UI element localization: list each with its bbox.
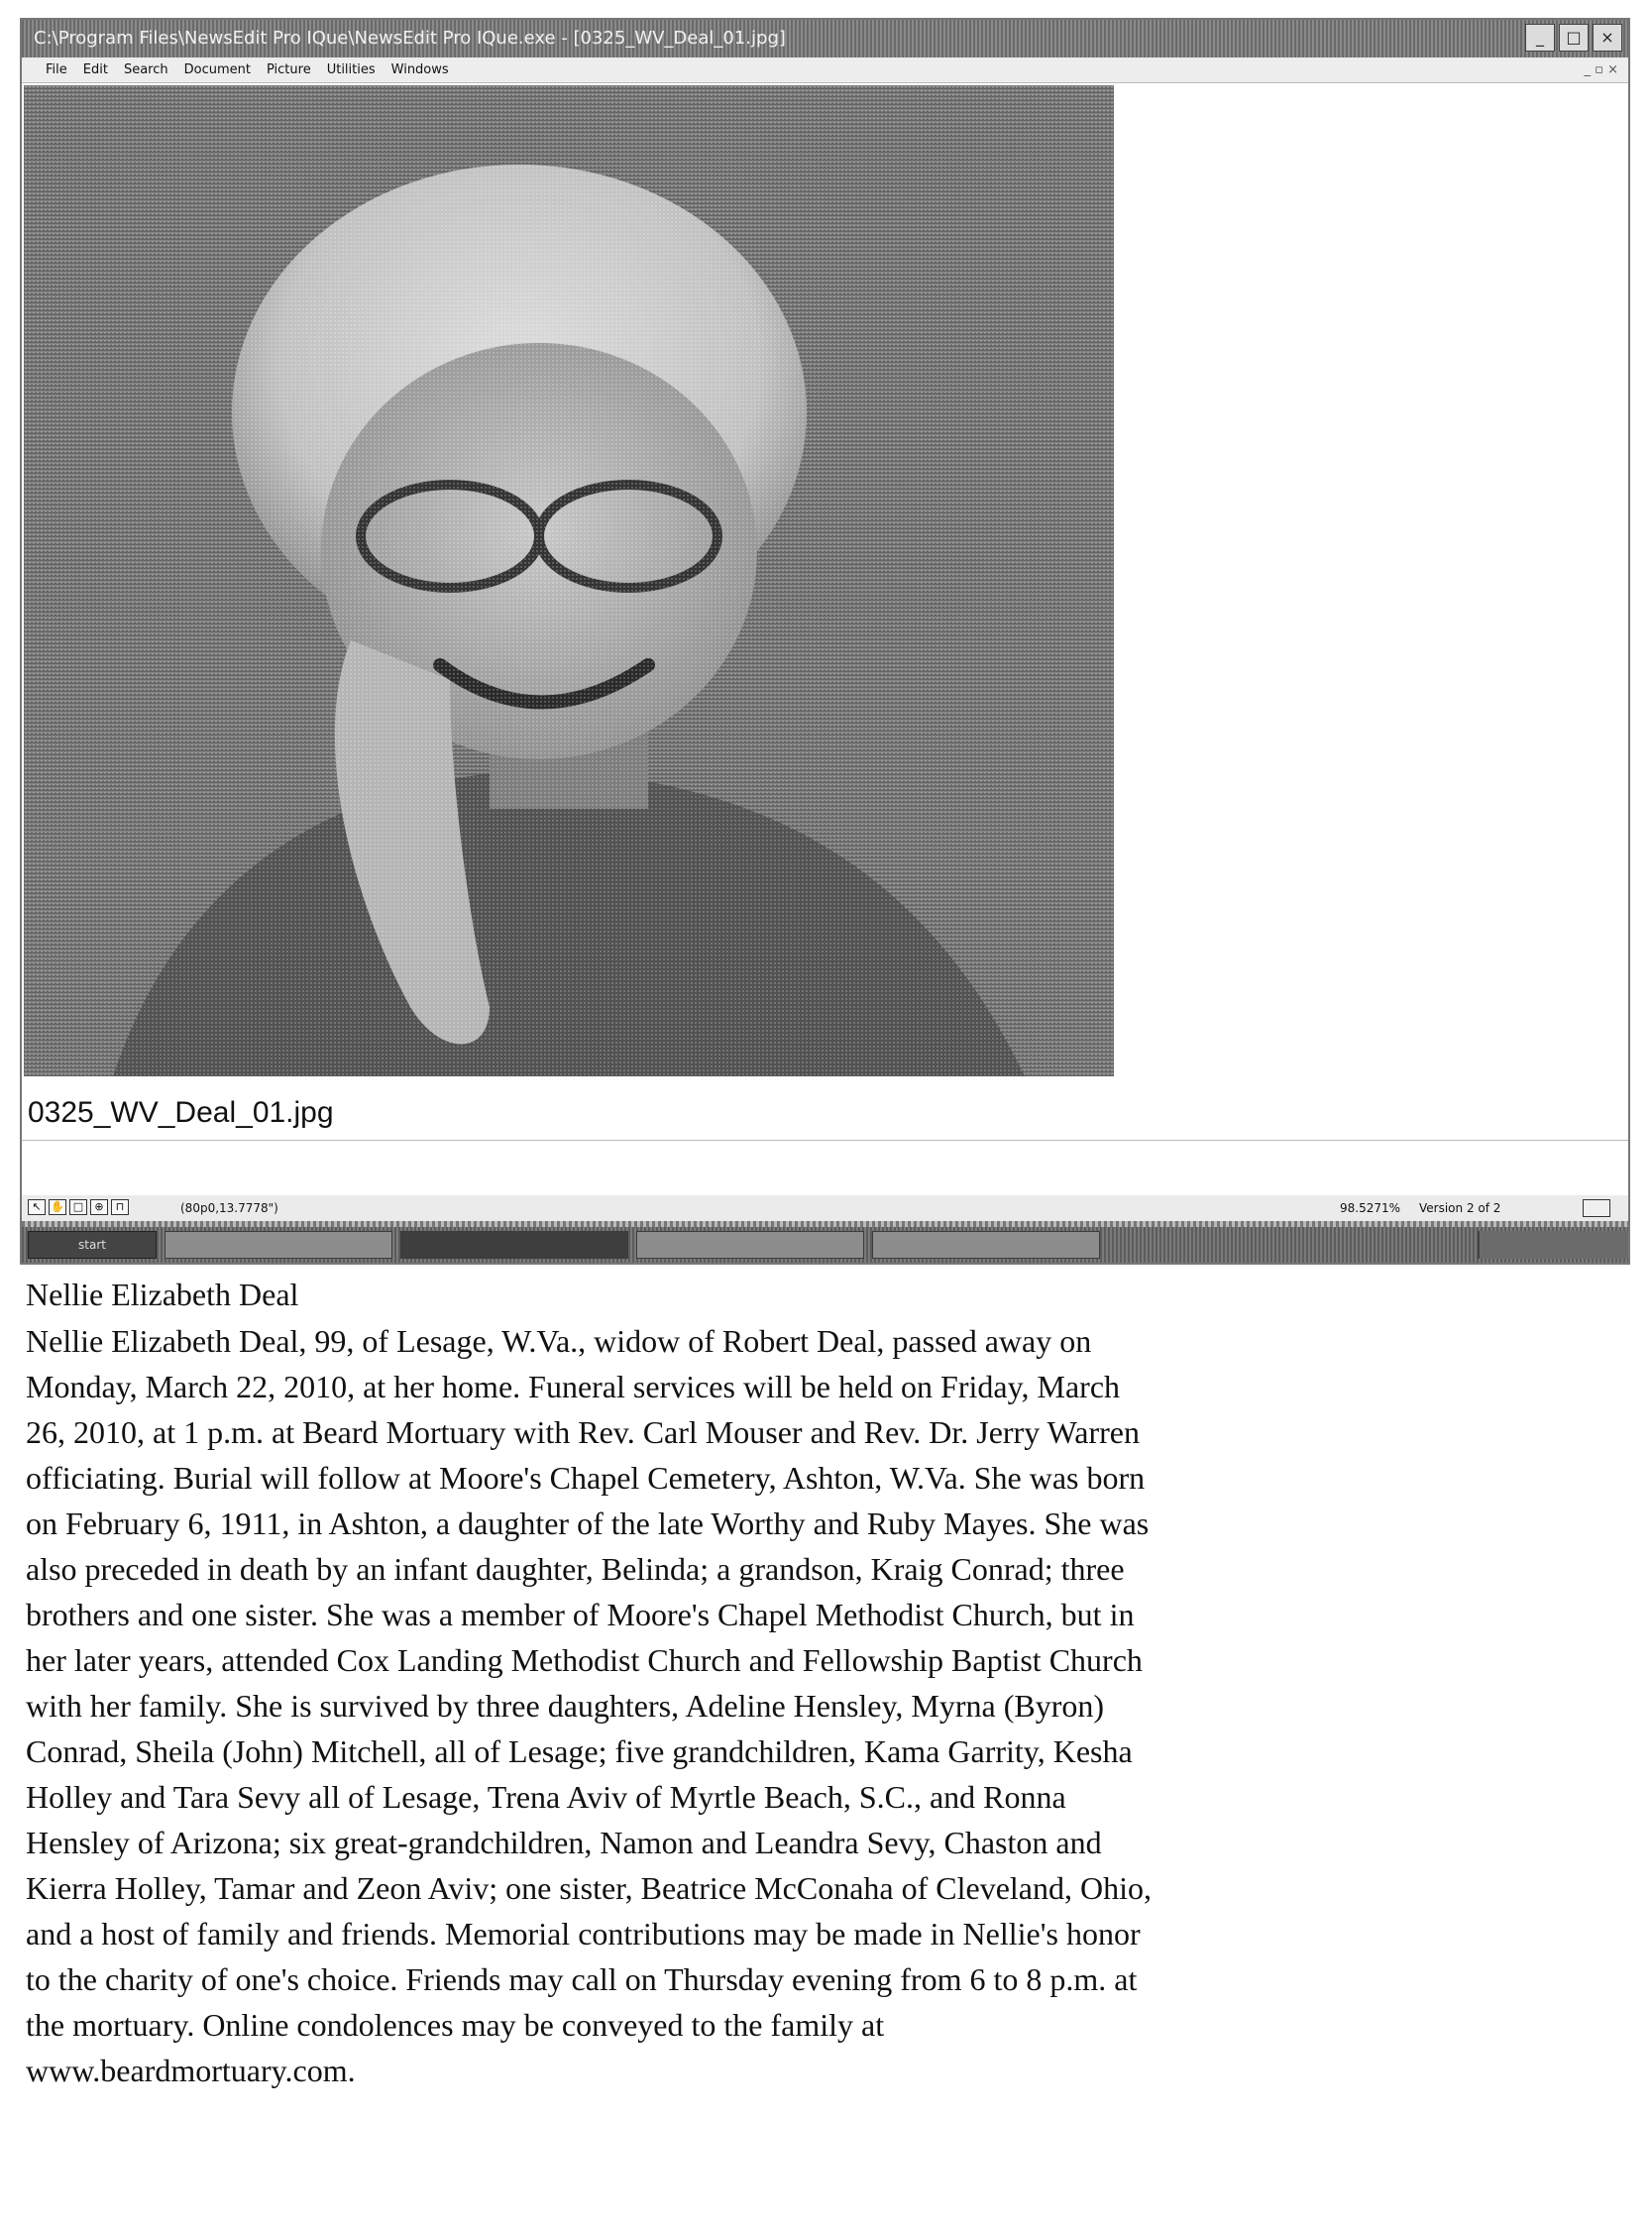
status-bar	[22, 1195, 1628, 1222]
portrait-photo	[24, 85, 1114, 1076]
taskbar-item[interactable]	[636, 1231, 864, 1259]
taskbar-item[interactable]	[872, 1231, 1100, 1259]
menu-search[interactable]: Search	[123, 62, 168, 77]
cursor-coordinates: (80p0,13.7778")	[180, 1201, 278, 1215]
status-tools	[28, 1199, 129, 1215]
obituary-line: officiating. Burial will follow at Moore's Chapel Cemetery, Ashton, W.Va. She was born	[26, 1460, 1146, 1496]
obituary-line: brothers and one sister. She was a member of Moore's Chapel Methodist Church, but in	[26, 1597, 1135, 1632]
obituary-line: the mortuary. Online condolences may be conveyed to the family at	[26, 2007, 885, 2043]
obituary-line: also preceded in death by an infant daughter, Belinda; a grandson, Kraig Conrad; three	[26, 1551, 1125, 1587]
obituary-line: 26, 2010, at 1 p.m. at Beard Mortuary with Rev. Carl Mouser and Rev. Dr. Jerry Warren	[26, 1414, 1140, 1450]
obituary-line: Nellie Elizabeth Deal, 99, of Lesage, W.Va., widow of Robert Deal, passed away on	[26, 1323, 1092, 1359]
menu-utilities[interactable]: Utilities	[326, 62, 376, 77]
menu-file[interactable]: File	[46, 62, 67, 77]
system-tray	[1478, 1231, 1628, 1259]
crop-tool-icon[interactable]: □	[69, 1199, 87, 1215]
obituary-line: to the charity of one's choice. Friends may call on Thursday evening from 6 to 8 p.m. at	[26, 1961, 1138, 1997]
zoom-tool-icon[interactable]: ⊕	[90, 1199, 108, 1215]
window-title: C:\Program Files\NewsEdit Pro IQue\NewsEdit Pro IQue.exe - [0325_WV_Deal_01.jpg]	[34, 28, 786, 49]
taskbar-item-active[interactable]	[400, 1231, 628, 1259]
filename-label: 0325_WV_Deal_01.jpg	[28, 1096, 334, 1129]
obituary-line: and a host of family and friends. Memorial contributions may be made in Nellie's honor	[26, 1916, 1141, 1951]
filename-panel	[22, 1084, 1628, 1196]
screenshot-window	[20, 18, 1630, 1265]
hand-tool-icon[interactable]: ✋	[49, 1199, 66, 1215]
measure-tool-icon[interactable]: ⊓	[111, 1199, 129, 1215]
obituary-line: Conrad, Sheila (John) Mitchell, all of Lesage; five grandchildren, Kama Garrity, Kesha	[26, 1733, 1133, 1769]
obituary-line: with her family. She is survived by three daughters, Adeline Hensley, Myrna (Byron)	[26, 1688, 1105, 1724]
obituary-title: Nellie Elizabeth Deal	[26, 1277, 299, 1312]
panel-divider	[22, 1140, 1628, 1141]
document-window-controls[interactable]: _ ▫ ×	[1584, 62, 1618, 77]
obituary-line: on February 6, 1911, in Ashton, a daughter of the late Worthy and Ruby Mayes. She was	[26, 1505, 1150, 1541]
obituary-line: Kierra Holley, Tamar and Zeon Aviv; one sister, Beatrice McConaha of Cleveland, Ohio,	[26, 1870, 1152, 1906]
zoom-level: 98.5271%	[1340, 1201, 1401, 1215]
menu-picture[interactable]: Picture	[266, 62, 311, 77]
menu-windows[interactable]: Windows	[390, 62, 449, 77]
taskbar	[22, 1227, 1628, 1263]
taskbar-item[interactable]	[165, 1231, 392, 1259]
obituary-line: Holley and Tara Sevy all of Lesage, Trena Aviv of Myrtle Beach, S.C., and Ronna	[26, 1779, 1066, 1815]
menu-edit[interactable]: Edit	[82, 62, 108, 77]
obituary-line: her later years, attended Cox Landing Methodist Church and Fellowship Baptist Church	[26, 1642, 1143, 1678]
obituary-line: Monday, March 22, 2010, at her home. Funeral services will be held on Friday, March	[26, 1369, 1121, 1404]
menubar	[22, 57, 1628, 83]
version-indicator: Version 2 of 2	[1419, 1201, 1501, 1215]
start-button[interactable]: start	[28, 1231, 157, 1259]
minimize-button[interactable]: _	[1525, 24, 1555, 52]
maximize-button[interactable]: □	[1559, 24, 1589, 52]
menu-document[interactable]: Document	[183, 62, 251, 77]
status-icon[interactable]	[1583, 1199, 1610, 1217]
obituary-line: Hensley of Arizona; six great-grandchildren, Namon and Leandra Sevy, Chaston and	[26, 1825, 1102, 1860]
window-titlebar	[22, 20, 1628, 57]
obituary-line: www.beardmortuary.com.	[26, 2053, 356, 2088]
image-canvas	[22, 83, 1628, 1086]
portrait-illustration	[24, 85, 1114, 1076]
obituary-body	[26, 1318, 1631, 2093]
close-button[interactable]: ×	[1593, 24, 1622, 52]
pointer-tool-icon[interactable]: ↖	[28, 1199, 46, 1215]
window-controls	[1525, 24, 1622, 52]
